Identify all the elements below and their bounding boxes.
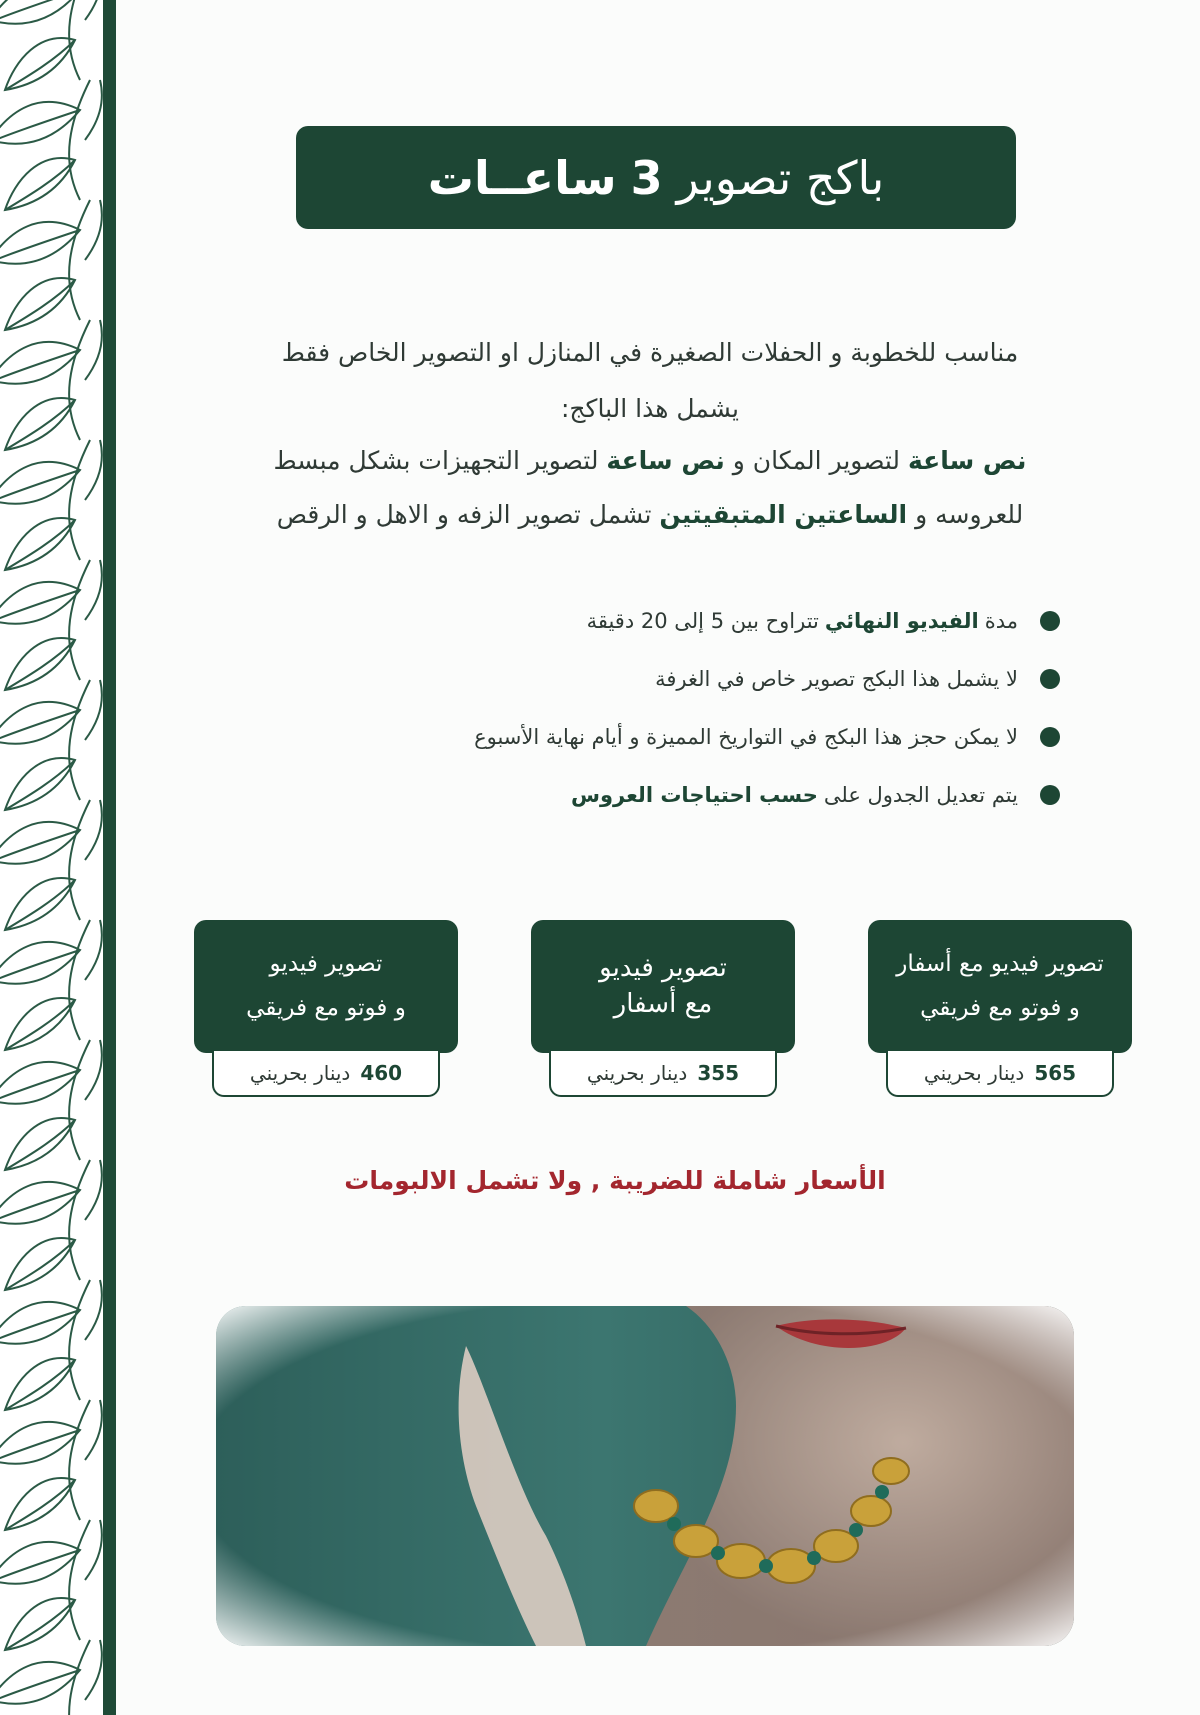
package-name-line: و فوتو مع فريقي bbox=[920, 994, 1080, 1021]
bullet-dot-icon bbox=[1040, 611, 1060, 631]
green-side-bar bbox=[103, 0, 116, 1715]
list-item bbox=[380, 650, 1060, 708]
bullet-text: لا يشمل هذا البكج تصوير خاص في الغرفة bbox=[655, 667, 1018, 691]
intro-line-2: يشمل هذا الباكج: bbox=[561, 394, 739, 423]
intro-text: للعروسه و bbox=[915, 500, 1024, 529]
package-name-line: و فوتو مع فريقي bbox=[246, 994, 406, 1021]
price-currency: دينار بحريني bbox=[249, 1061, 351, 1085]
bullet-text: يتم تعديل الجدول على bbox=[823, 783, 1018, 807]
package-card-video-photo[interactable] bbox=[194, 920, 458, 1097]
title-suffix: ساعــات bbox=[427, 150, 617, 205]
bullet-text: تتراوح بين 5 إلى 20 دقيقة bbox=[586, 609, 819, 633]
package-name-line: تصوير فيديو bbox=[269, 950, 383, 977]
leaf-pattern-border bbox=[0, 0, 105, 1715]
intro-text: تشمل تصوير الزفه و الاهل و الرقص bbox=[276, 500, 652, 529]
features-list bbox=[380, 592, 1060, 824]
intro-line-4 bbox=[200, 500, 1100, 529]
intro-text: لتصوير المكان و bbox=[732, 446, 901, 475]
bullet-text: مدة bbox=[984, 609, 1018, 633]
tax-note: الأسعار شاملة للضريبة , ولا تشمل الالبومات bbox=[344, 1166, 886, 1195]
bullet-bold: حسب احتياجات العروس bbox=[570, 783, 818, 807]
price-value: 565 bbox=[1034, 1061, 1077, 1085]
package-card-video-asfar[interactable] bbox=[531, 920, 795, 1097]
package-header bbox=[531, 920, 795, 1053]
title-prefix: باكج تصوير bbox=[676, 150, 885, 205]
package-name-line: تصوير فيديو مع أسفار bbox=[896, 950, 1104, 977]
bullet-dot-icon bbox=[1040, 727, 1060, 747]
intro-line-3 bbox=[200, 446, 1100, 475]
bullet-dot-icon bbox=[1040, 785, 1060, 805]
intro-bold-remaining-hours: الساعتين المتبقيتين bbox=[659, 500, 908, 529]
intro-line-1: مناسب للخطوبة و الحفلات الصغيرة في المنازل او التصوير الخاص فقط bbox=[281, 338, 1019, 367]
bullet-text: لا يمكن حجز هذا البكج في التواريخ المميزة و أيام نهاية الأسبوع bbox=[474, 725, 1018, 749]
price-value: 460 bbox=[360, 1061, 403, 1085]
package-card-video-asfar-photo[interactable] bbox=[868, 920, 1132, 1097]
intro-bold-half-hour-2: نص ساعة bbox=[606, 446, 725, 475]
intro-text: لتصوير التجهيزات بشكل مبسط bbox=[273, 446, 599, 475]
bullet-bold: الفيديو النهائي bbox=[824, 609, 979, 633]
package-header bbox=[868, 920, 1132, 1053]
package-price bbox=[886, 1051, 1114, 1097]
page-title bbox=[296, 126, 1016, 229]
price-currency: دينار بحريني bbox=[923, 1061, 1025, 1085]
package-price bbox=[549, 1051, 777, 1097]
price-value: 355 bbox=[697, 1061, 740, 1085]
price-currency: دينار بحريني bbox=[586, 1061, 688, 1085]
list-item bbox=[380, 708, 1060, 766]
package-header bbox=[194, 920, 458, 1053]
intro-bold-half-hour-1: نص ساعة bbox=[908, 446, 1027, 475]
list-item bbox=[380, 592, 1060, 650]
title-number: 3 bbox=[630, 150, 663, 205]
package-price bbox=[212, 1051, 440, 1097]
list-item bbox=[380, 766, 1060, 824]
bride-photo bbox=[216, 1306, 1074, 1646]
package-name-line: تصوير فيديو bbox=[599, 953, 727, 984]
bullet-dot-icon bbox=[1040, 669, 1060, 689]
package-name-line: مع أسفار bbox=[613, 988, 713, 1019]
